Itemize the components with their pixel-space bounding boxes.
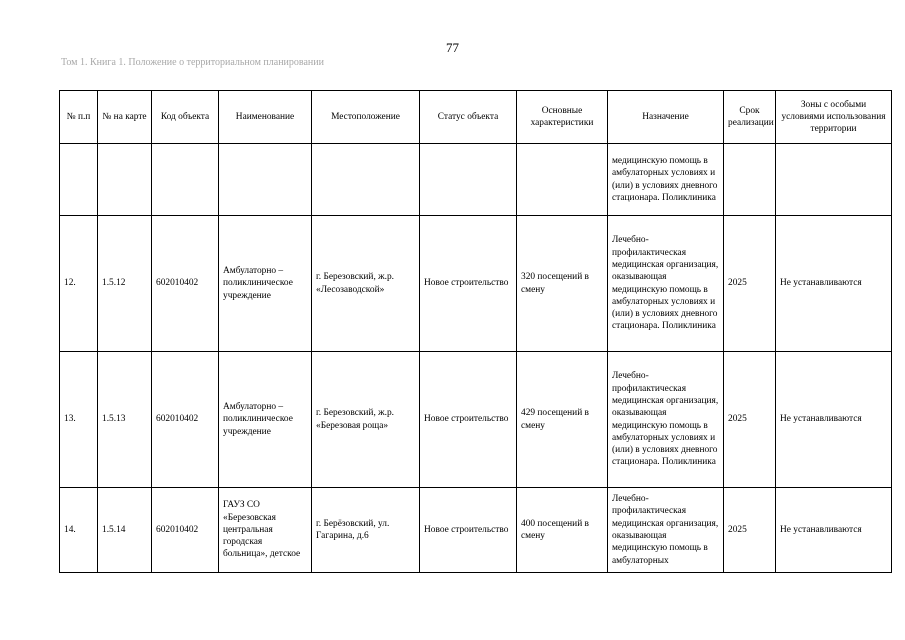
cell-map-no: 1.5.14: [98, 488, 152, 573]
cell-name: Амбулаторно – поликлиническое учреждение: [219, 216, 312, 352]
cell-term: 2025: [724, 216, 776, 352]
header-code: Код объекта: [152, 91, 219, 144]
table-row-continuation: [60, 144, 892, 216]
cell-zones: Не устанавливаются: [776, 352, 892, 488]
cell-name: Амбулаторно – поликлиническое учреждение: [219, 352, 312, 488]
header-location: Местоположение: [312, 91, 420, 144]
cell-characteristics: 320 посещений в смену: [517, 216, 608, 352]
cell-code: 602010402: [152, 488, 219, 573]
cell-code: 602010402: [152, 352, 219, 488]
header-status: Статус объекта: [420, 91, 517, 144]
cell-name: ГАУЗ СО «Березовская центральная городская больница», детское: [219, 488, 312, 573]
cell-zones: Не устанавливаются: [776, 216, 892, 352]
cell-num: 14.: [60, 488, 98, 573]
cell-location: г. Берёзовский, ул. Гагарина, д.6: [312, 488, 420, 573]
header-characteristics: Основные характеристики: [517, 91, 608, 144]
cell-purpose: Лечебно-профилактическая медицинская организация, оказывающая медицинскую помощь в амбулаторных: [608, 488, 724, 573]
cell-map-no: 1.5.13: [98, 352, 152, 488]
cell-status: Новое строительство: [420, 216, 517, 352]
cell-location: г. Березовский, ж.р. «Лесозаводской»: [312, 216, 420, 352]
table-row: [60, 216, 892, 352]
cell-zones: Не устанавливаются: [776, 488, 892, 573]
table-header-row: [60, 91, 892, 144]
cell-purpose: Лечебно-профилактическая медицинская организация, оказывающая медицинскую помощь в амбулаторных условиях и (или) в условиях дневного стационара. Поликлиника: [608, 216, 724, 352]
cell-num: 13.: [60, 352, 98, 488]
header-name: Наименование: [219, 91, 312, 144]
header-term: Срок реализации: [724, 91, 776, 144]
cell-location: г. Березовский, ж.р. «Березовая роща»: [312, 352, 420, 488]
cell-status: Новое строительство: [420, 488, 517, 573]
cell-purpose: Лечебно-профилактическая медицинская организация, оказывающая медицинскую помощь в амбулаторных условиях и (или) в условиях дневного стационара. Поликлиника: [608, 352, 724, 488]
cell-purpose: медицинскую помощь в амбулаторных условиях и (или) в условиях дневного стационара. Поликлиника: [608, 144, 724, 216]
running-header: Том 1. Книга 1. Положение о территориальном планировании: [61, 57, 324, 68]
page-number: 77: [446, 40, 459, 55]
header-map-no: № на карте: [98, 91, 152, 144]
cell-characteristics: 429 посещений в смену: [517, 352, 608, 488]
header-zones: Зоны с особыми условиями использования территории: [776, 91, 892, 144]
table-row: [60, 352, 892, 488]
cell-term: 2025: [724, 488, 776, 573]
cell-code: 602010402: [152, 216, 219, 352]
objects-table: [59, 90, 892, 573]
cell-num: 12.: [60, 216, 98, 352]
header-purpose: Назначение: [608, 91, 724, 144]
cell-characteristics: 400 посещений в смену: [517, 488, 608, 573]
header-num: № п.п: [60, 91, 98, 144]
cell-term: 2025: [724, 352, 776, 488]
table-row: [60, 488, 892, 573]
cell-map-no: 1.5.12: [98, 216, 152, 352]
cell-status: Новое строительство: [420, 352, 517, 488]
